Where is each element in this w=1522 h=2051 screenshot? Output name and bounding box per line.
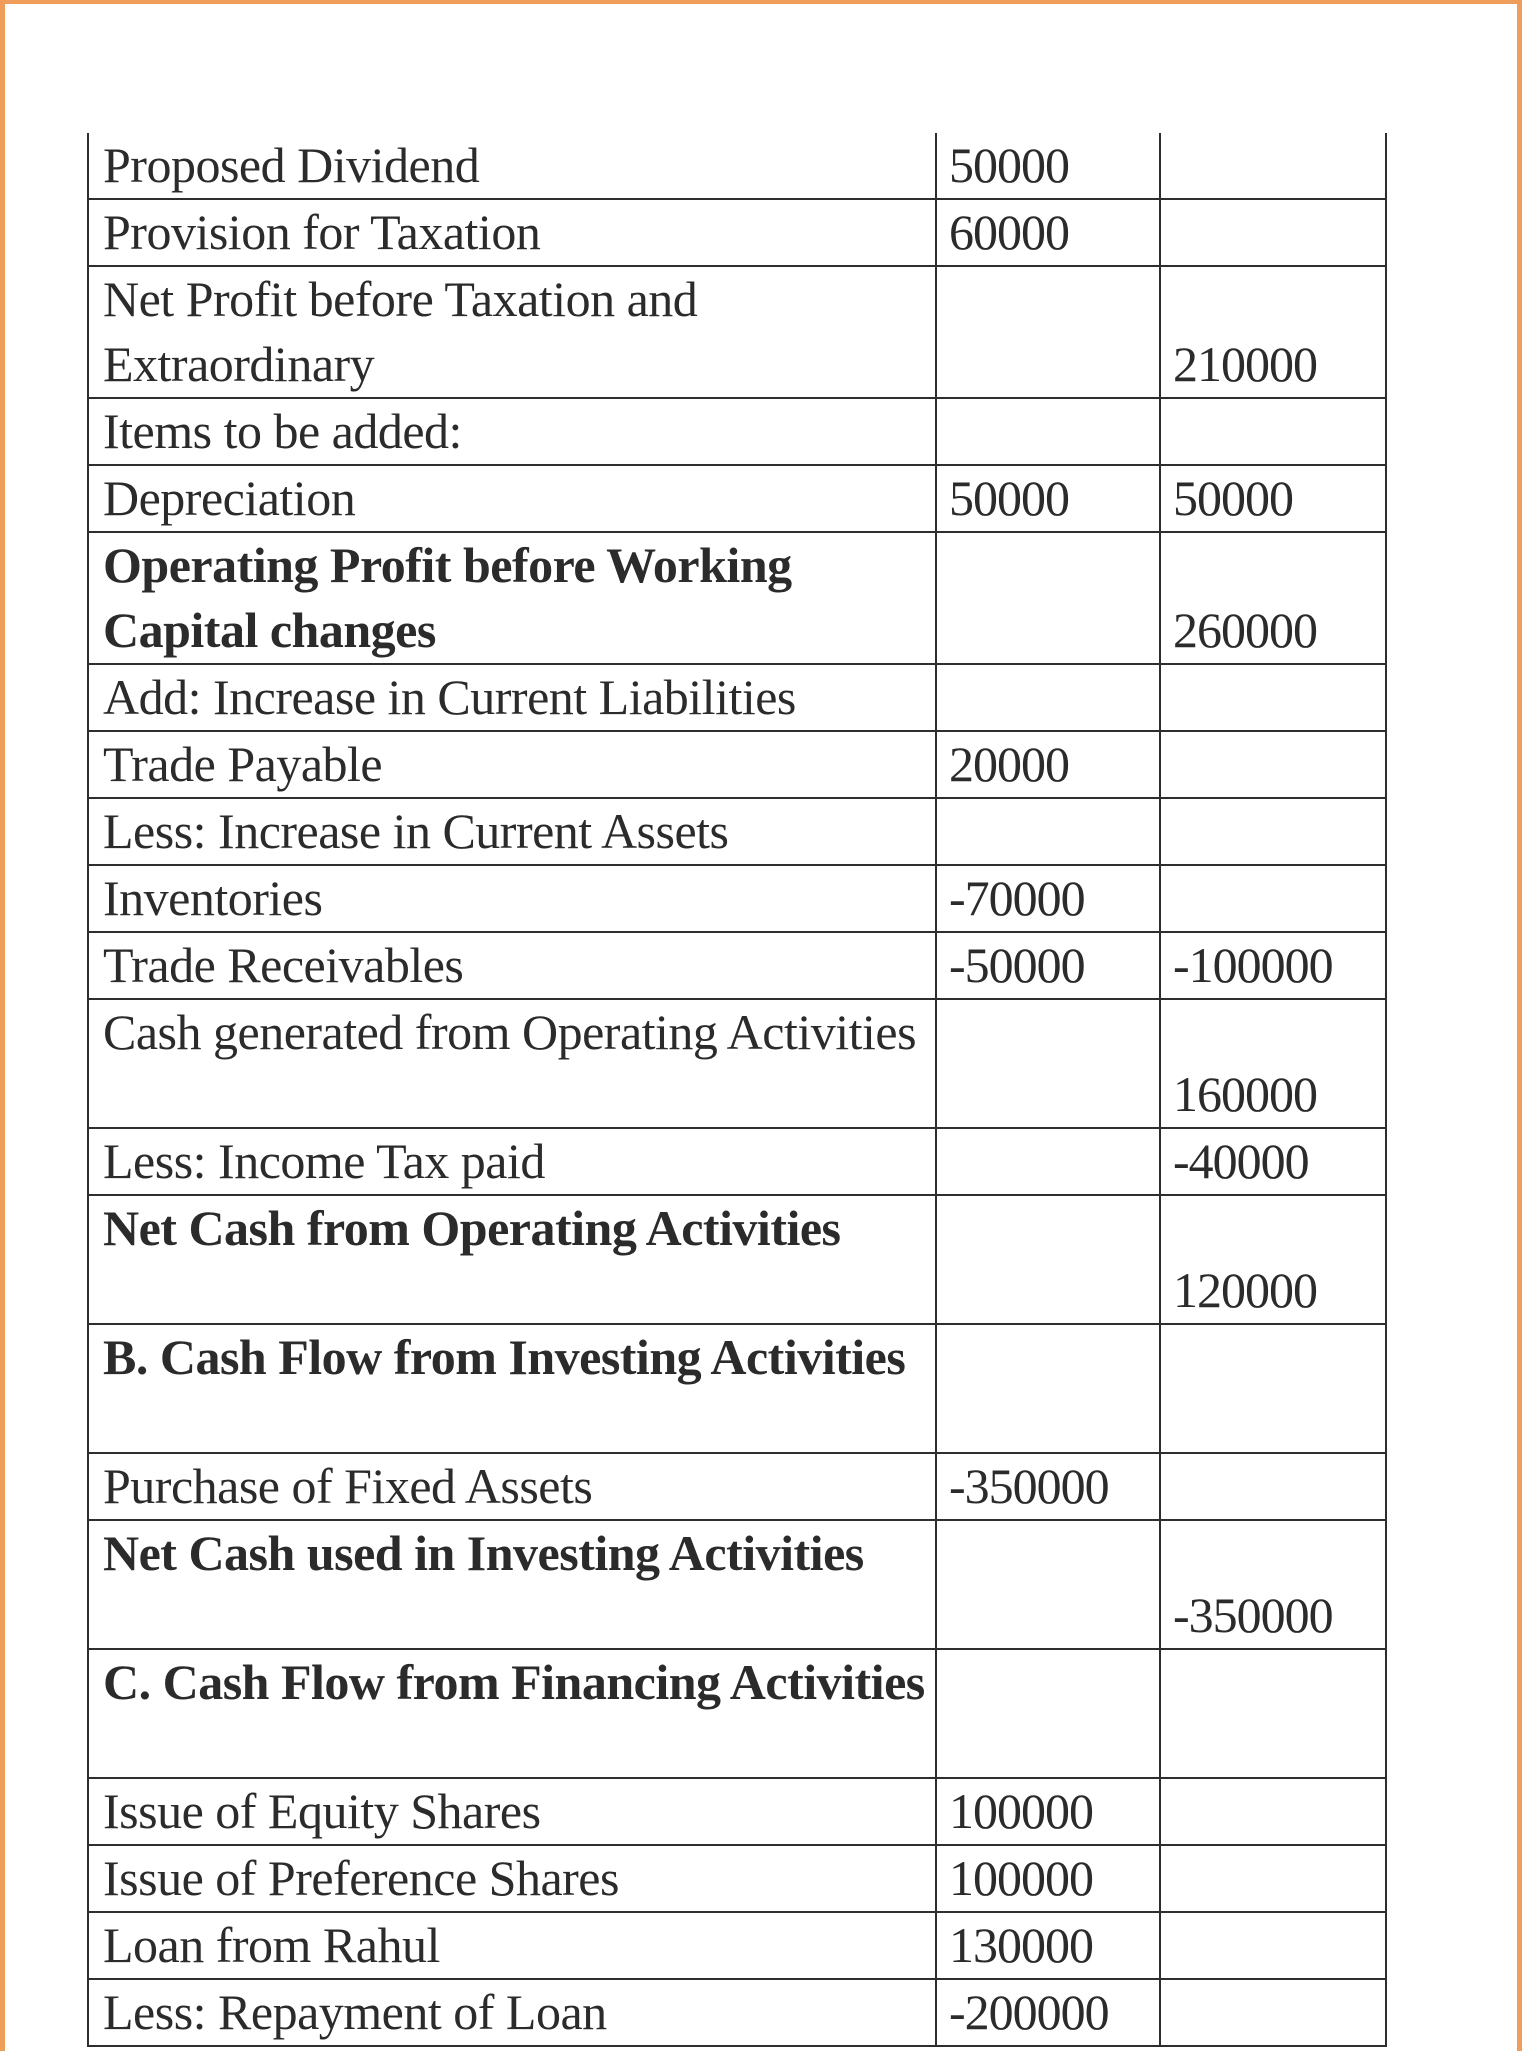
table-row <box>88 1195 1386 1324</box>
table-row <box>88 731 1386 798</box>
row-amount-total <box>1160 1845 1386 1912</box>
row-amount-total: 120000 <box>1160 1195 1386 1324</box>
row-label: B. Cash Flow from Investing Activities <box>88 1324 936 1453</box>
row-amount-sub <box>936 664 1160 731</box>
row-label: Net Profit before Taxation and Extraordinary <box>88 266 936 398</box>
row-label: Issue of Preference Shares <box>88 1845 936 1912</box>
row-amount-sub: 50000 <box>936 465 1160 532</box>
row-amount-total <box>1160 1453 1386 1520</box>
table-row <box>88 199 1386 266</box>
row-label: Less: Income Tax paid <box>88 1128 936 1195</box>
row-amount-sub: 50000 <box>936 133 1160 199</box>
row-amount-sub: 100000 <box>936 1778 1160 1845</box>
row-amount-sub <box>936 798 1160 865</box>
page-border-right <box>1517 0 1522 2051</box>
row-amount-sub: -70000 <box>936 865 1160 932</box>
row-label: Provision for Taxation <box>88 199 936 266</box>
row-amount-total <box>1160 1979 1386 2046</box>
table-row <box>88 1912 1386 1979</box>
row-label: Items to be added: <box>88 398 936 465</box>
row-amount-sub <box>936 1195 1160 1324</box>
row-amount-total: -100000 <box>1160 932 1386 999</box>
row-amount-sub: 100000 <box>936 1845 1160 1912</box>
row-label: Inventories <box>88 865 936 932</box>
row-amount-total <box>1160 398 1386 465</box>
row-label: Trade Receivables <box>88 932 936 999</box>
row-amount-sub <box>936 1520 1160 1649</box>
table-row <box>88 266 1386 398</box>
row-amount-total <box>1160 1912 1386 1979</box>
row-label: Less: Increase in Current Assets <box>88 798 936 865</box>
row-label: Purchase of Fixed Assets <box>88 1453 936 1520</box>
table-row <box>88 865 1386 932</box>
table-row <box>88 532 1386 664</box>
row-amount-sub <box>936 532 1160 664</box>
row-amount-total: 260000 <box>1160 532 1386 664</box>
row-label: C. Cash Flow from Financing Activities <box>88 1649 936 1778</box>
row-amount-total: 160000 <box>1160 999 1386 1128</box>
row-amount-total <box>1160 731 1386 798</box>
page-border-left <box>0 0 5 2051</box>
row-amount-total: 210000 <box>1160 266 1386 398</box>
row-amount-sub: 60000 <box>936 199 1160 266</box>
page-border-top <box>0 0 1522 4</box>
table-row <box>88 1979 1386 2046</box>
row-label: Net Cash from Operating Activities <box>88 1195 936 1324</box>
row-label: Depreciation <box>88 465 936 532</box>
row-amount-total: -40000 <box>1160 1128 1386 1195</box>
row-amount-sub <box>936 266 1160 398</box>
table-row <box>88 1128 1386 1195</box>
row-amount-total <box>1160 1324 1386 1453</box>
row-amount-sub <box>936 1128 1160 1195</box>
table-row <box>88 999 1386 1128</box>
table-row <box>88 798 1386 865</box>
row-amount-sub <box>936 1324 1160 1453</box>
table-row <box>88 1520 1386 1649</box>
row-amount-sub: -200000 <box>936 1979 1160 2046</box>
row-amount-total <box>1160 798 1386 865</box>
row-amount-total <box>1160 1649 1386 1778</box>
row-amount-total <box>1160 133 1386 199</box>
table-row <box>88 1453 1386 1520</box>
row-label: Operating Profit before Working Capital changes <box>88 532 936 664</box>
row-label: Net Cash used in Investing Activities <box>88 1520 936 1649</box>
table-row <box>88 1778 1386 1845</box>
table-row <box>88 398 1386 465</box>
row-label: Trade Payable <box>88 731 936 798</box>
row-amount-total <box>1160 1778 1386 1845</box>
cash-flow-table-body <box>88 133 1386 2046</box>
cash-flow-table <box>87 133 1387 2047</box>
row-label: Cash generated from Operating Activities <box>88 999 936 1128</box>
table-row <box>88 664 1386 731</box>
row-label: Issue of Equity Shares <box>88 1778 936 1845</box>
table-row <box>88 1845 1386 1912</box>
row-amount-sub <box>936 1649 1160 1778</box>
row-amount-sub: -350000 <box>936 1453 1160 1520</box>
row-amount-total <box>1160 199 1386 266</box>
row-amount-sub: 130000 <box>936 1912 1160 1979</box>
row-amount-sub: 20000 <box>936 731 1160 798</box>
row-amount-total <box>1160 865 1386 932</box>
table-row <box>88 133 1386 199</box>
row-label: Less: Repayment of Loan <box>88 1979 936 2046</box>
table-row <box>88 1324 1386 1453</box>
cash-flow-statement <box>87 133 1385 2047</box>
row-label: Proposed Dividend <box>88 133 936 199</box>
row-label: Add: Increase in Current Liabilities <box>88 664 936 731</box>
row-amount-total <box>1160 664 1386 731</box>
row-amount-sub <box>936 398 1160 465</box>
row-amount-total: 50000 <box>1160 465 1386 532</box>
row-amount-sub: -50000 <box>936 932 1160 999</box>
row-amount-total: -350000 <box>1160 1520 1386 1649</box>
table-row <box>88 932 1386 999</box>
row-amount-sub <box>936 999 1160 1128</box>
table-row <box>88 1649 1386 1778</box>
row-label: Loan from Rahul <box>88 1912 936 1979</box>
table-row <box>88 465 1386 532</box>
